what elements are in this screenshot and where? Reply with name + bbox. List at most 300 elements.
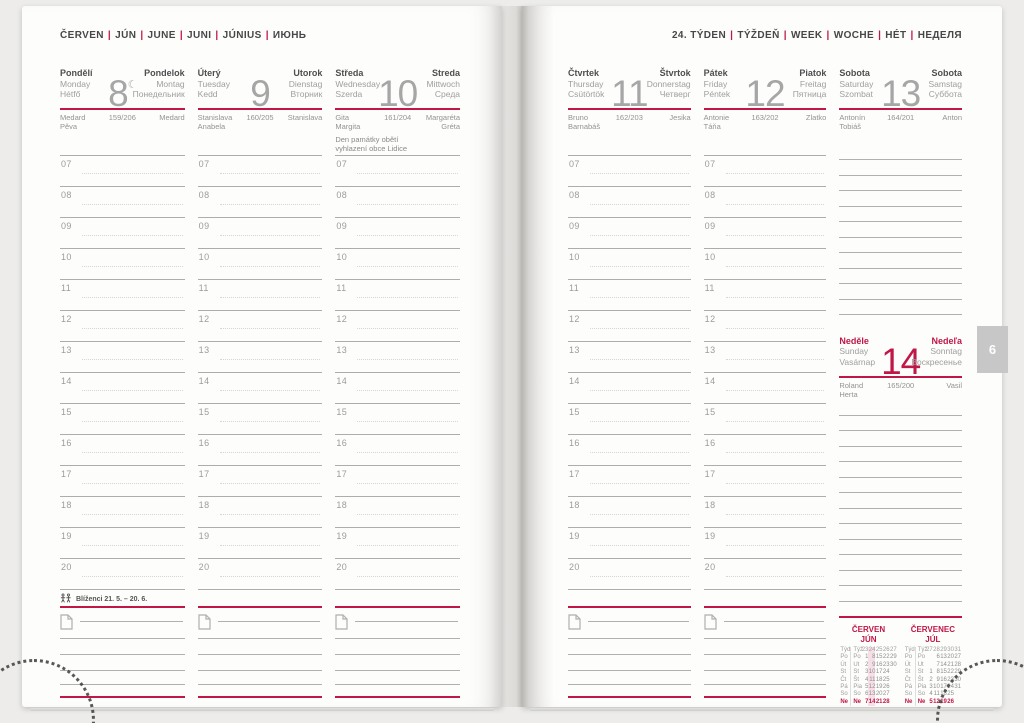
hour-slot — [60, 217, 185, 248]
hour-slot — [60, 527, 185, 558]
weekday-label: St — [850, 669, 861, 676]
hour-label: 16 — [569, 438, 580, 448]
ruled-line — [839, 206, 962, 222]
hour-label: 20 — [336, 562, 348, 572]
calendar-cell: 28 — [882, 698, 890, 705]
week-number: 28 — [933, 647, 940, 653]
calendar-cell: 17 — [875, 669, 883, 676]
mini-calendar-title — [840, 625, 896, 644]
calendar-cell: 16 — [940, 676, 947, 683]
weekday-label: Út — [840, 661, 847, 668]
hour-slot — [704, 527, 827, 558]
ruled-line — [839, 190, 962, 206]
day-column — [704, 62, 827, 711]
writing-line — [220, 359, 321, 360]
day-header — [60, 62, 185, 114]
calendar-cell: 3 — [865, 669, 869, 676]
weekday-label: Št — [850, 677, 861, 684]
writing-line — [82, 204, 183, 205]
weekday-label: Po — [840, 654, 848, 661]
hour-label: 16 — [704, 438, 716, 448]
day-column — [60, 62, 185, 700]
writing-line — [82, 452, 183, 453]
nameday-line: Pěva — [60, 122, 78, 131]
writing-line — [220, 204, 321, 205]
writing-line — [357, 545, 458, 546]
ruled-line — [839, 159, 962, 175]
hour-label: 12 — [61, 314, 72, 324]
weekend-column — [839, 62, 962, 711]
ruled-line — [839, 430, 962, 446]
hour-grid — [60, 155, 185, 589]
calendar-cell: 7 — [865, 698, 869, 705]
nameday-line: Bruno — [568, 113, 589, 122]
hour-label: 12 — [198, 314, 210, 324]
hour-slot — [198, 310, 323, 341]
week-label: Týž — [850, 647, 861, 654]
hour-label: 12 — [704, 314, 716, 324]
zodiac-strip — [704, 589, 827, 608]
calendar-cell — [926, 654, 933, 661]
day-of-year: 164/201 — [887, 113, 915, 122]
day-name-de: Freitag — [799, 78, 827, 89]
hour-slot — [198, 372, 323, 403]
header-separator: | — [179, 30, 184, 41]
week-number: 24 — [868, 647, 876, 653]
weekday-label: Čt — [840, 676, 847, 683]
header-label: WEEK — [790, 30, 823, 41]
hour-slot — [568, 558, 691, 589]
hour-label: 08 — [61, 190, 72, 200]
hour-label: 20 — [198, 562, 210, 572]
hour-slot — [60, 496, 185, 527]
writing-line — [82, 390, 183, 391]
writing-line — [590, 297, 689, 298]
hour-slot — [198, 527, 323, 558]
ruled-line — [839, 314, 962, 330]
nameday-sk — [426, 113, 460, 131]
day-name-sk: Štvrtok — [659, 68, 691, 78]
mini-calendar — [840, 625, 896, 706]
hour-label: 13 — [61, 345, 72, 355]
day-name-hu: Szerda — [335, 89, 363, 99]
writing-line — [220, 545, 321, 546]
calendar-cell: 11 — [933, 691, 940, 698]
nameday-line: Margita — [335, 122, 361, 131]
calendar-cell: 20 — [947, 654, 954, 661]
week-number: 25 — [875, 647, 883, 653]
day-column — [568, 62, 691, 711]
calendar-cell — [890, 677, 897, 684]
hour-label: 08 — [704, 190, 716, 200]
header-separator: | — [783, 30, 787, 41]
writing-line — [357, 328, 458, 329]
writing-line — [220, 483, 321, 484]
writing-line — [220, 576, 321, 577]
ruled-line — [839, 221, 962, 237]
hour-slot — [568, 310, 691, 341]
calendar-cell: 15 — [875, 654, 883, 661]
ruled-line — [839, 415, 962, 431]
nameday-line: Jesika — [669, 113, 691, 122]
writing-line — [357, 235, 458, 236]
nameday-sk — [946, 381, 962, 390]
day-header — [839, 62, 963, 114]
nameday-row — [568, 110, 691, 155]
day-number-value: 8 — [108, 73, 128, 114]
ruled-line — [839, 585, 962, 601]
ruled-line — [839, 477, 962, 493]
month-header — [60, 30, 460, 44]
weekday-label: Ne — [840, 698, 849, 705]
hour-label: 18 — [704, 500, 716, 510]
writing-line — [82, 266, 183, 267]
hour-label: 17 — [569, 469, 580, 479]
writing-line — [220, 328, 321, 329]
hour-slot — [335, 372, 460, 403]
hour-label: 17 — [61, 469, 72, 479]
ruled-lines — [839, 415, 962, 617]
writing-line — [357, 297, 458, 298]
week-number: 26 — [882, 647, 890, 653]
day-name-hu: Kedd — [197, 89, 218, 99]
hour-label: 13 — [336, 345, 348, 355]
nameday-line: Antonín — [839, 113, 866, 122]
calendar-cell: 10 — [933, 684, 940, 691]
hour-label: 13 — [198, 345, 210, 355]
hour-slot — [60, 434, 185, 465]
header-separator: | — [140, 30, 144, 41]
calendar-cell: 14 — [868, 698, 876, 705]
writing-line — [726, 328, 825, 329]
calendar-cell — [926, 662, 933, 669]
day-header — [568, 62, 691, 114]
header-label: JUNI — [187, 30, 212, 41]
hour-label: 15 — [61, 407, 72, 417]
weekday-label: Pá — [904, 684, 913, 691]
hour-slot — [335, 248, 460, 279]
mini-calendar-month-sk: JÚL — [925, 634, 941, 644]
header-label: HÉT — [885, 30, 907, 41]
week-label: Týd — [904, 647, 915, 653]
ruled-line — [839, 554, 962, 570]
hour-slot — [335, 403, 460, 434]
day-name-en: Wednesday — [335, 78, 381, 89]
nameday-line: Gréta — [441, 122, 461, 131]
hour-slot — [704, 248, 827, 279]
writing-line — [357, 266, 458, 267]
day-name-ru: Четверг — [659, 89, 691, 99]
hour-slot — [704, 465, 827, 496]
header-label: WOCHE — [833, 30, 875, 41]
writing-line — [590, 390, 689, 391]
ruled-line — [839, 446, 962, 462]
header-label: НЕДЕЛЯ — [917, 30, 962, 41]
nameday-line: Gita — [335, 113, 350, 122]
week-number: 27 — [926, 647, 933, 653]
calendar-cell: 29 — [889, 654, 897, 661]
ruled-line — [704, 654, 827, 655]
writing-line — [357, 421, 458, 422]
header-separator: | — [910, 30, 914, 41]
hour-label: 11 — [61, 283, 72, 293]
writing-line — [726, 452, 825, 453]
writing-line — [590, 359, 689, 360]
ruled-line — [839, 268, 962, 284]
writing-line — [590, 514, 689, 515]
hour-label: 18 — [569, 500, 580, 510]
writing-line — [82, 421, 183, 422]
weekday-label: Pia — [850, 684, 861, 691]
hour-slot — [60, 310, 185, 341]
writing-line — [82, 173, 183, 174]
hour-label: 18 — [336, 500, 348, 510]
calendar-cell: 8 — [868, 654, 875, 661]
nameday-line: Margaréta — [425, 113, 461, 122]
writing-line — [726, 235, 825, 236]
day-name-en: Monday — [60, 78, 91, 89]
note-page-icon — [335, 614, 348, 635]
calendar-cell: 30 — [954, 676, 962, 683]
hour-label: 16 — [336, 438, 348, 448]
calendar-cell: 7 — [936, 661, 940, 668]
hour-label: 07 — [61, 159, 72, 169]
week-number: 27 — [889, 647, 897, 653]
hour-slot — [704, 279, 827, 310]
day-names-foreign — [911, 336, 962, 368]
day-names-foreign — [647, 68, 691, 100]
calendar-cell: 23 — [947, 676, 954, 683]
calendar-cell: 23 — [882, 661, 890, 668]
header-separator: | — [107, 30, 112, 41]
hour-label: 08 — [336, 190, 348, 200]
writing-line — [357, 359, 458, 360]
calendar-cell: 25 — [882, 676, 890, 683]
day-names-foreign — [426, 68, 460, 100]
hour-label: 13 — [569, 345, 580, 355]
left-page — [22, 6, 502, 707]
nameday-row — [839, 378, 962, 411]
hour-label: 12 — [569, 314, 580, 324]
hour-label: 14 — [704, 376, 716, 386]
hour-grid — [568, 155, 691, 589]
day-name-sk: Streda — [432, 68, 461, 78]
day-names-foreign — [928, 68, 962, 100]
nameday-line: Stanislava — [197, 113, 233, 122]
left-day-columns — [60, 62, 460, 700]
weekday-label: St — [840, 669, 847, 676]
hour-slot — [335, 279, 460, 310]
hour-slot — [60, 465, 185, 496]
ruled-line — [335, 684, 460, 685]
hour-label: 09 — [704, 221, 716, 231]
calendar-cell: 19 — [875, 684, 883, 691]
writing-line — [357, 173, 458, 174]
day-column — [335, 62, 460, 700]
zodiac-row — [60, 593, 147, 605]
header-label: TÝŽDEŇ — [737, 30, 780, 41]
nameday-line: Zlatko — [805, 113, 827, 122]
calendar-cell: 5 — [865, 684, 869, 691]
writing-line — [590, 173, 689, 174]
calendar-cell: 14 — [940, 661, 947, 668]
writing-line — [82, 576, 183, 577]
day-name-en: Sunday — [839, 346, 869, 356]
ruled-line — [839, 237, 962, 253]
ruled-line — [704, 638, 827, 639]
header-label: JÚN — [115, 30, 137, 41]
red-rule — [704, 696, 827, 698]
writing-line — [82, 514, 183, 515]
ruled-line — [839, 523, 962, 539]
calendar-cell: 10 — [868, 669, 876, 676]
weekday-label: So — [915, 691, 926, 698]
day-of-year: 165/200 — [887, 380, 915, 390]
writing-line — [590, 266, 689, 267]
memorial-note-line: vyhlazení obce Lidice — [335, 144, 408, 153]
calendar-cell: 4 — [865, 676, 869, 683]
ruled-lines — [839, 159, 962, 330]
weekday-label: Po — [850, 654, 861, 661]
hour-slot — [198, 186, 323, 217]
calendar-cell: 6 — [865, 691, 869, 698]
day-number-value: 13 — [881, 73, 921, 114]
ruled-line — [198, 638, 323, 639]
header-label: JUNE — [147, 30, 176, 41]
day-number-value: 14 — [881, 340, 921, 382]
ruled-line — [568, 684, 691, 685]
day-name-cz: Středa — [335, 68, 364, 78]
hour-label: 07 — [569, 159, 580, 169]
hour-label: 20 — [61, 562, 72, 572]
day-name-hu: Csütörtök — [568, 89, 605, 99]
nameday-sk — [942, 113, 962, 122]
hour-slot — [568, 279, 691, 310]
red-rule — [335, 696, 460, 698]
mini-calendar-month-sk: JÚN — [860, 634, 877, 644]
calendar-cell: 20 — [875, 691, 883, 698]
writing-line — [220, 235, 321, 236]
hour-grid — [704, 155, 827, 589]
ruled-line — [839, 299, 962, 315]
calendar-cell: 18 — [940, 691, 947, 698]
calendar-cell — [890, 699, 897, 706]
nameday-row — [839, 110, 962, 155]
writing-line — [357, 514, 458, 515]
writing-line — [220, 452, 321, 453]
weekday-label: Po — [915, 654, 926, 661]
hour-slot — [704, 217, 827, 248]
hour-label: 07 — [704, 159, 716, 169]
ruled-line — [704, 670, 827, 671]
header-separator: | — [215, 30, 219, 41]
hour-label: 09 — [336, 221, 348, 231]
calendar-cell: 8 — [936, 669, 940, 676]
day-header — [839, 330, 963, 382]
ruled-line — [839, 175, 962, 191]
calendar-cell: 16 — [875, 661, 883, 668]
hour-slot — [198, 279, 323, 310]
day-name-sk: Utorok — [293, 68, 323, 78]
week-number: 31 — [954, 647, 962, 653]
nameday-sk — [806, 113, 826, 122]
red-rule — [839, 616, 962, 618]
day-number-value: 11 — [611, 73, 648, 114]
day-name-ru: Воскресенье — [911, 356, 963, 367]
writing-line — [82, 483, 183, 484]
writing-line — [590, 421, 689, 422]
writing-line — [726, 483, 825, 484]
red-rule — [568, 696, 691, 698]
hour-slot — [335, 496, 460, 527]
nameday-line: Tobiáš — [839, 122, 862, 131]
hour-slot — [704, 186, 827, 217]
hour-slot — [198, 341, 323, 372]
hour-slot — [60, 372, 185, 403]
day-name-sk: Pondelok — [144, 68, 185, 78]
hour-slot — [60, 155, 185, 186]
weekday-label: Ne — [850, 699, 861, 706]
hour-label: 09 — [61, 221, 72, 231]
week-label: Týž — [915, 647, 926, 654]
nameday-row — [335, 110, 460, 155]
day-of-year: 159/206 — [108, 113, 136, 122]
writing-line — [590, 204, 689, 205]
calendar-cell: 22 — [947, 669, 954, 676]
nameday-line: Antonie — [703, 113, 730, 122]
hour-label: 19 — [569, 531, 580, 541]
calendar-cell: 30 — [889, 661, 897, 668]
week-number: 29 — [940, 647, 947, 653]
hour-slot — [704, 372, 827, 403]
header-separator: | — [730, 30, 734, 41]
writing-line — [220, 514, 321, 515]
ruled-line — [60, 638, 185, 639]
day-names-foreign — [793, 68, 827, 100]
weekday-label: Út — [904, 661, 911, 668]
ruled-line — [60, 670, 185, 671]
calendar-cell: 9 — [868, 662, 875, 669]
weekday-label: So — [904, 691, 913, 698]
hour-slot — [60, 248, 185, 279]
calendar-cell: 13 — [940, 654, 947, 661]
writing-line — [726, 204, 825, 205]
note-page-icon — [568, 614, 581, 635]
hour-label: 16 — [198, 438, 210, 448]
weekday-label: Ut — [850, 662, 861, 669]
ruled-line — [568, 670, 691, 671]
nameday-row — [60, 110, 185, 155]
hour-label: 15 — [569, 407, 580, 417]
hour-label: 18 — [61, 500, 72, 510]
calendar-cell: 9 — [936, 676, 940, 683]
hour-slot — [568, 155, 691, 186]
week-label: Týd — [840, 647, 851, 653]
hour-slot — [704, 496, 827, 527]
calendar-cell: 12 — [933, 698, 940, 705]
hour-slot — [198, 434, 323, 465]
ruled-line — [335, 638, 460, 639]
hour-grid — [335, 155, 460, 589]
hour-slot — [60, 341, 185, 372]
calendar-cell: 1 — [929, 669, 933, 676]
hour-label: 07 — [336, 159, 348, 169]
nameday-line: Stanislava — [287, 113, 323, 122]
hour-slot — [568, 496, 691, 527]
day-name-cz: Úterý — [197, 68, 221, 78]
hour-label: 09 — [198, 221, 210, 231]
calendar-cell: 2 — [865, 661, 869, 668]
